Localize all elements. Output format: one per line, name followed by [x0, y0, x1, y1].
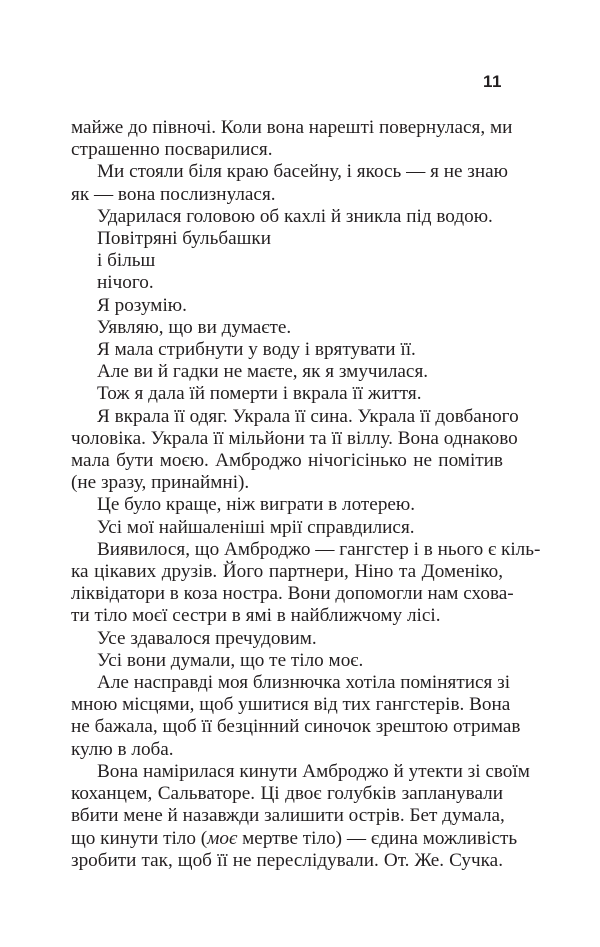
text-line: Я мала стрибнути у воду і врятувати її.	[97, 339, 416, 361]
text-line: Це було краще, ніж виграти в лотерею.	[97, 494, 416, 516]
text-line: Тож я дала їй померти і вкрала її життя.	[97, 383, 422, 405]
text-line: страшенно посварилися.	[71, 139, 273, 161]
page-number: 11	[483, 72, 502, 91]
text-line: Ударилася головою об кахлі й зникла під водою.	[97, 205, 493, 227]
text-line: вбити мене й назавжди залишити острів. Бет думала,	[71, 805, 505, 827]
text-line: і більш	[97, 250, 156, 272]
text-line: Я вкрала її одяг. Украла її сина. Украла її довбаного	[97, 405, 519, 427]
text-line: майже до півночі. Коли вона нарешті повернулася, ми	[71, 117, 513, 138]
text-line: Я розумію.	[97, 294, 187, 316]
text-line: ліквідатори в коза ностра. Вони допомогли нам схова-	[71, 583, 514, 605]
italic-word: моє	[207, 827, 238, 849]
text-line: Повітряні бульбашки	[97, 228, 272, 250]
text-line: Уявляю, що ви думаєте.	[97, 316, 292, 338]
text-line: ка цікавих друзів. Його партнери, Ніно та Доменіко,	[71, 561, 503, 583]
text-line: Але ви й гадки не маєте, як я змучилася.	[97, 361, 429, 383]
text-fragment: що кинути тіло (	[71, 827, 208, 849]
text-line: чоловіка. Украла її мільйони та її віллу. Вона однаково	[71, 427, 518, 449]
text-line: Вона намірилася кинути Амброджо й утекти зі своїм	[97, 760, 530, 782]
text-line: як — вона послизнулася.	[71, 183, 276, 205]
text-line: зробити так, щоб її не переслідували. От. Же. Сучка.	[71, 849, 503, 871]
text-line: кулю в лоба.	[71, 738, 174, 760]
text-line: Усе здавалося пречудовим.	[97, 627, 317, 649]
text-line: мала бути моєю. Амброджо нічогісінько не помітив	[71, 450, 503, 472]
text-line: Але насправді моя близнючка хотіла помінятися зі	[97, 672, 511, 694]
text-line	[71, 827, 518, 850]
text-line: Усі вони думали, що те тіло моє.	[97, 649, 364, 671]
text-line: Виявилося, що Амброджо — гангстер і в нього є кіль-	[97, 538, 541, 560]
text-line: Усі мої найшаленіші мрії справдилися.	[97, 516, 415, 538]
text-fragment: мертве тіло) — єдина можливість	[237, 827, 518, 849]
text-line: (не зразу, принаймні).	[71, 472, 250, 494]
text-line: коханцем, Сальваторе. Ці двоє голубків запланували	[71, 783, 503, 805]
text-line: Ми стояли біля краю басейну, і якось — я не знаю	[97, 161, 508, 183]
text-line: не бажала, щоб її безцінний синочок зрештою отримав	[71, 716, 521, 738]
text-line: мною місцями, щоб ушитися від тих гангстерів. Вона	[71, 694, 511, 716]
text-line: нічого.	[97, 272, 154, 294]
body-text	[71, 117, 541, 872]
text-line: ти тіло моєї сестри в ямі в найближчому лісі.	[71, 605, 441, 627]
